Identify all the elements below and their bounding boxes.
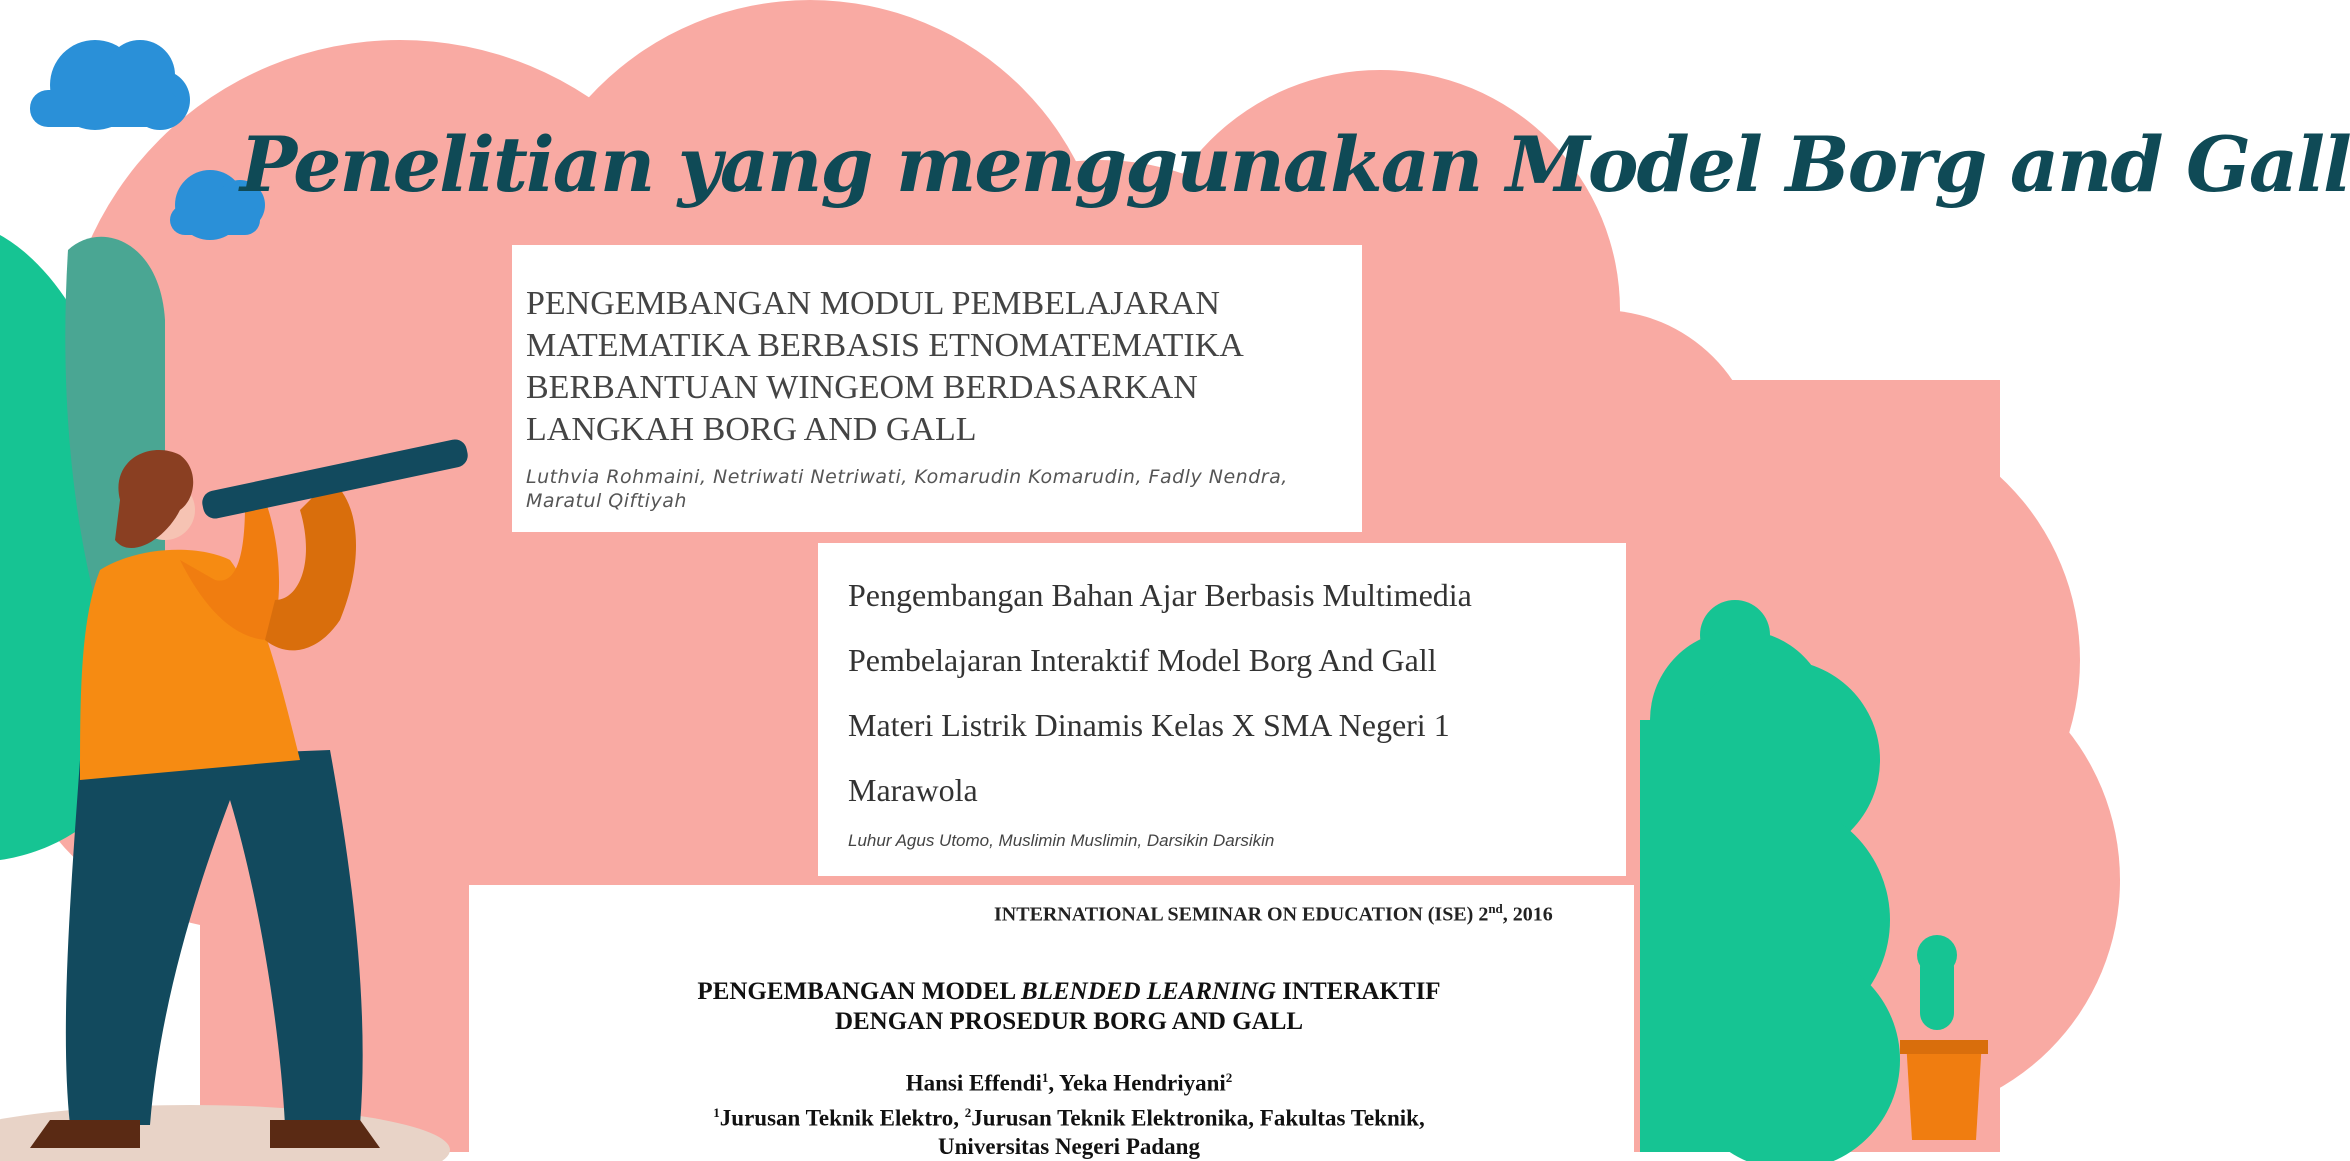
affiliation: Jurusan Teknik Elektro,	[719, 1105, 965, 1131]
author-name: Hansi Effendi	[905, 1070, 1042, 1096]
author-sup: 1	[1041, 1070, 1049, 1085]
paper-title-line: Pembelajaran Interaktif Model Borg And Gall	[848, 642, 1437, 678]
paper-title-line: DENGAN PROSEDUR BORG AND GALL	[834, 1008, 1304, 1035]
paper-title: PENGEMBANGAN MODUL PEMBELAJARAN MATEMATIKA BERBASIS ETNOMATEMATIKA BERBANTUAN WINGEOM BERDASARKAN LANGKAH BORG AND GALL	[526, 285, 1242, 448]
paper-title-part: PENGEMBANGAN MODEL	[697, 978, 1022, 1005]
affiliation: Universitas Negeri Padang	[938, 1134, 1200, 1160]
author-sup: 2	[1225, 1070, 1233, 1085]
seminar-year: , 2016	[1502, 903, 1553, 926]
affiliation-sup: 2	[964, 1104, 972, 1120]
seminar-header	[994, 901, 1553, 927]
paper-card-3	[469, 885, 1634, 1160]
page-title: Penelitian yang menggunakan Model Borg and Gall	[240, 120, 2350, 209]
paper-title-line: Materi Listrik Dinamis Kelas X SMA Negeri 1	[848, 707, 1450, 743]
paper-authors: Luthvia Rohmaini, Netriwati Netriwati, Komarudin Komarudin, Fadly Nendra, Maratul Qiftiyah	[526, 466, 1288, 512]
cloud-icon	[30, 40, 190, 130]
affiliation-sup: 1	[713, 1104, 720, 1120]
paper-title-line: Marawola	[848, 772, 978, 808]
author-name: Yeka Hendriyani	[1059, 1070, 1226, 1096]
paper-authors: Luhur Agus Utomo, Muslimin Muslimin, Darsikin Darsikin	[848, 831, 1275, 850]
affiliation: Jurusan Teknik Elektronika, Fakultas Teknik,	[971, 1105, 1425, 1131]
author-separator: ,	[1048, 1070, 1059, 1096]
paper-card-1	[512, 245, 1362, 532]
paper-authors	[469, 1063, 1669, 1161]
seminar-sup: nd	[1488, 901, 1503, 916]
paper-title-part: INTERAKTIF	[1275, 978, 1441, 1005]
paper-card-2	[818, 543, 1626, 876]
paper-title	[469, 977, 1669, 1037]
seminar-name: INTERNATIONAL SEMINAR ON EDUCATION (ISE) 2	[994, 903, 1489, 926]
paper-title-italic: BLENDED LEARNING	[1021, 978, 1276, 1005]
paper-title-line: Pengembangan Bahan Ajar Berbasis Multimedia	[848, 577, 1472, 613]
